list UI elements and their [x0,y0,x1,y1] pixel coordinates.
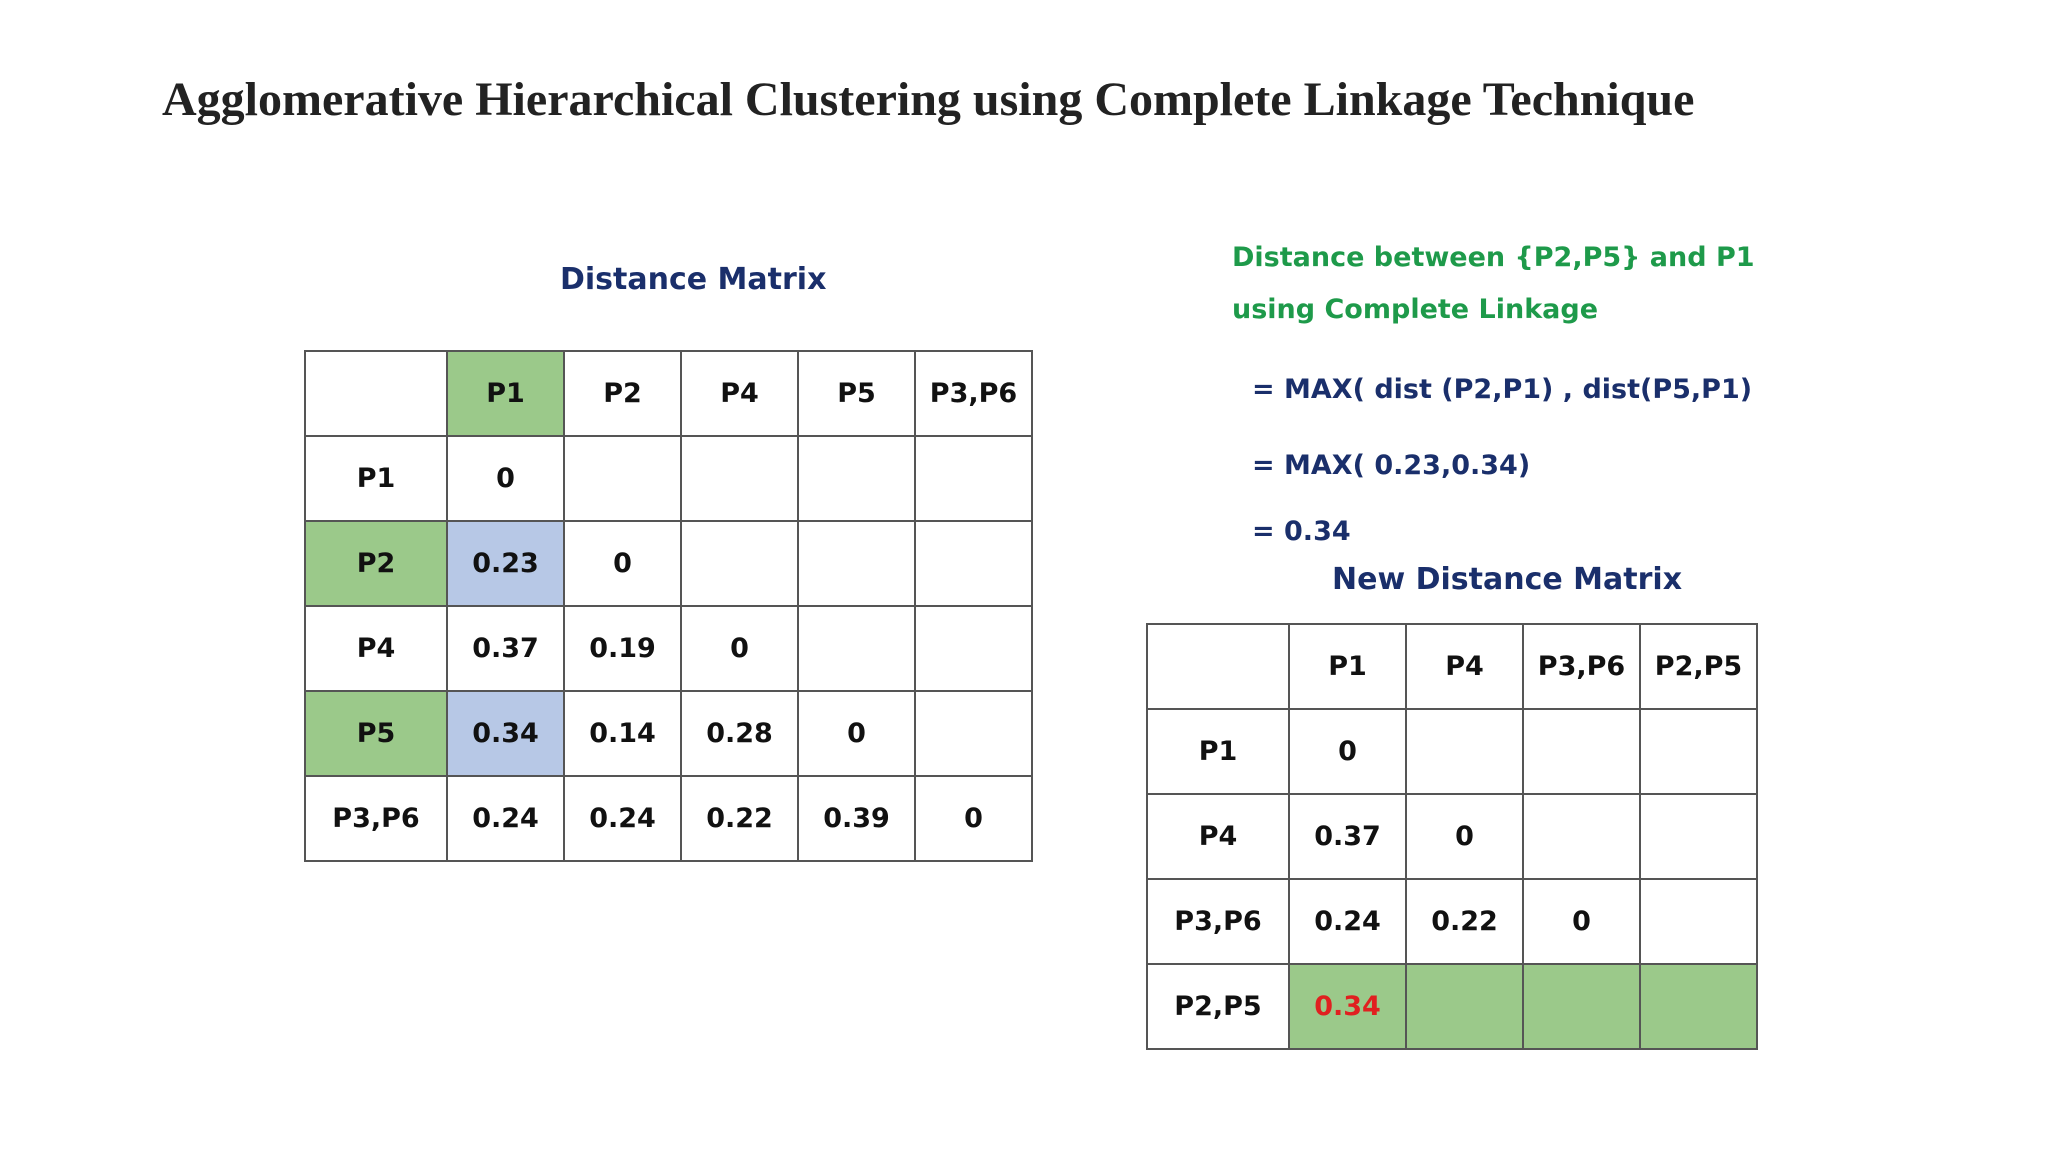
page-title: Agglomerative Hierarchical Clustering using Complete Linkage Technique [162,73,1695,126]
matrix-cell: 0 [1289,709,1406,794]
matrix-cell [798,606,915,691]
row-header: P2,P5 [1147,964,1289,1049]
column-header: P3,P6 [915,351,1032,436]
matrix-cell [915,691,1032,776]
matrix-cell: 0.37 [447,606,564,691]
matrix-cell: 0 [798,691,915,776]
matrix-cell [798,436,915,521]
distance-matrix-caption: Distance Matrix [560,262,827,297]
new-distance-matrix-caption: New Distance Matrix [1332,562,1683,597]
matrix-cell: 0.23 [447,521,564,606]
table-row [1147,879,1757,964]
column-header: P4 [1406,624,1523,709]
row-header: P3,P6 [305,776,447,861]
column-header: P1 [447,351,564,436]
matrix-cell: 0 [1523,879,1640,964]
matrix-cell [1640,879,1757,964]
matrix-cell: 0.28 [681,691,798,776]
column-header: P2,P5 [1640,624,1757,709]
table-row [305,776,1032,861]
table-row [305,606,1032,691]
matrix-cell: 0.24 [447,776,564,861]
matrix-cell: 0.34 [447,691,564,776]
matrix-cell [681,436,798,521]
table-row [1147,964,1757,1049]
matrix-cell: 0.22 [681,776,798,861]
formula-step-2: = MAX( 0.23,0.34) [1252,450,1531,481]
matrix-cell [1640,709,1757,794]
matrix-cell [1523,794,1640,879]
matrix-cell [1406,709,1523,794]
corner-cell [305,351,447,436]
matrix-cell: 0 [1406,794,1523,879]
table-header-row [305,351,1032,436]
table-row [305,436,1032,521]
matrix-cell: 0.19 [564,606,681,691]
row-header: P4 [305,606,447,691]
matrix-cell: 0.22 [1406,879,1523,964]
matrix-cell [564,436,681,521]
matrix-cell [915,606,1032,691]
matrix-cell: 0.14 [564,691,681,776]
column-header: P4 [681,351,798,436]
column-header: P1 [1289,624,1406,709]
row-header: P5 [305,691,447,776]
merged-distance-cell: 0.34 [1289,964,1406,1049]
column-header: P2 [564,351,681,436]
matrix-cell: 0.39 [798,776,915,861]
column-header: P5 [798,351,915,436]
corner-cell [1147,624,1289,709]
table-row [1147,794,1757,879]
explanation-subheading: using Complete Linkage [1232,294,1599,325]
table-row [1147,709,1757,794]
explanation-heading: Distance between {P2,P5} and P1 [1232,242,1755,273]
matrix-cell: 0.37 [1289,794,1406,879]
matrix-cell: 0 [564,521,681,606]
matrix-cell [1406,964,1523,1049]
matrix-cell [1523,709,1640,794]
table-row [305,521,1032,606]
column-header: P3,P6 [1523,624,1640,709]
formula-step-1: = MAX( dist (P2,P1) , dist(P5,P1) [1252,374,1753,405]
row-header: P4 [1147,794,1289,879]
matrix-cell [798,521,915,606]
row-header: P3,P6 [1147,879,1289,964]
matrix-cell: 0 [447,436,564,521]
matrix-cell: 0 [915,776,1032,861]
row-header: P1 [305,436,447,521]
table-row [305,691,1032,776]
matrix-cell: 0.24 [564,776,681,861]
matrix-cell: 0 [681,606,798,691]
matrix-cell [915,436,1032,521]
matrix-cell [681,521,798,606]
new-distance-matrix-table [1146,623,1758,1050]
table-header-row [1147,624,1757,709]
formula-result: = 0.34 [1252,516,1351,547]
matrix-cell: 0.24 [1289,879,1406,964]
row-header: P2 [305,521,447,606]
distance-matrix-table [304,350,1033,862]
matrix-cell [1640,794,1757,879]
row-header: P1 [1147,709,1289,794]
matrix-cell [915,521,1032,606]
matrix-cell [1640,964,1757,1049]
matrix-cell [1523,964,1640,1049]
